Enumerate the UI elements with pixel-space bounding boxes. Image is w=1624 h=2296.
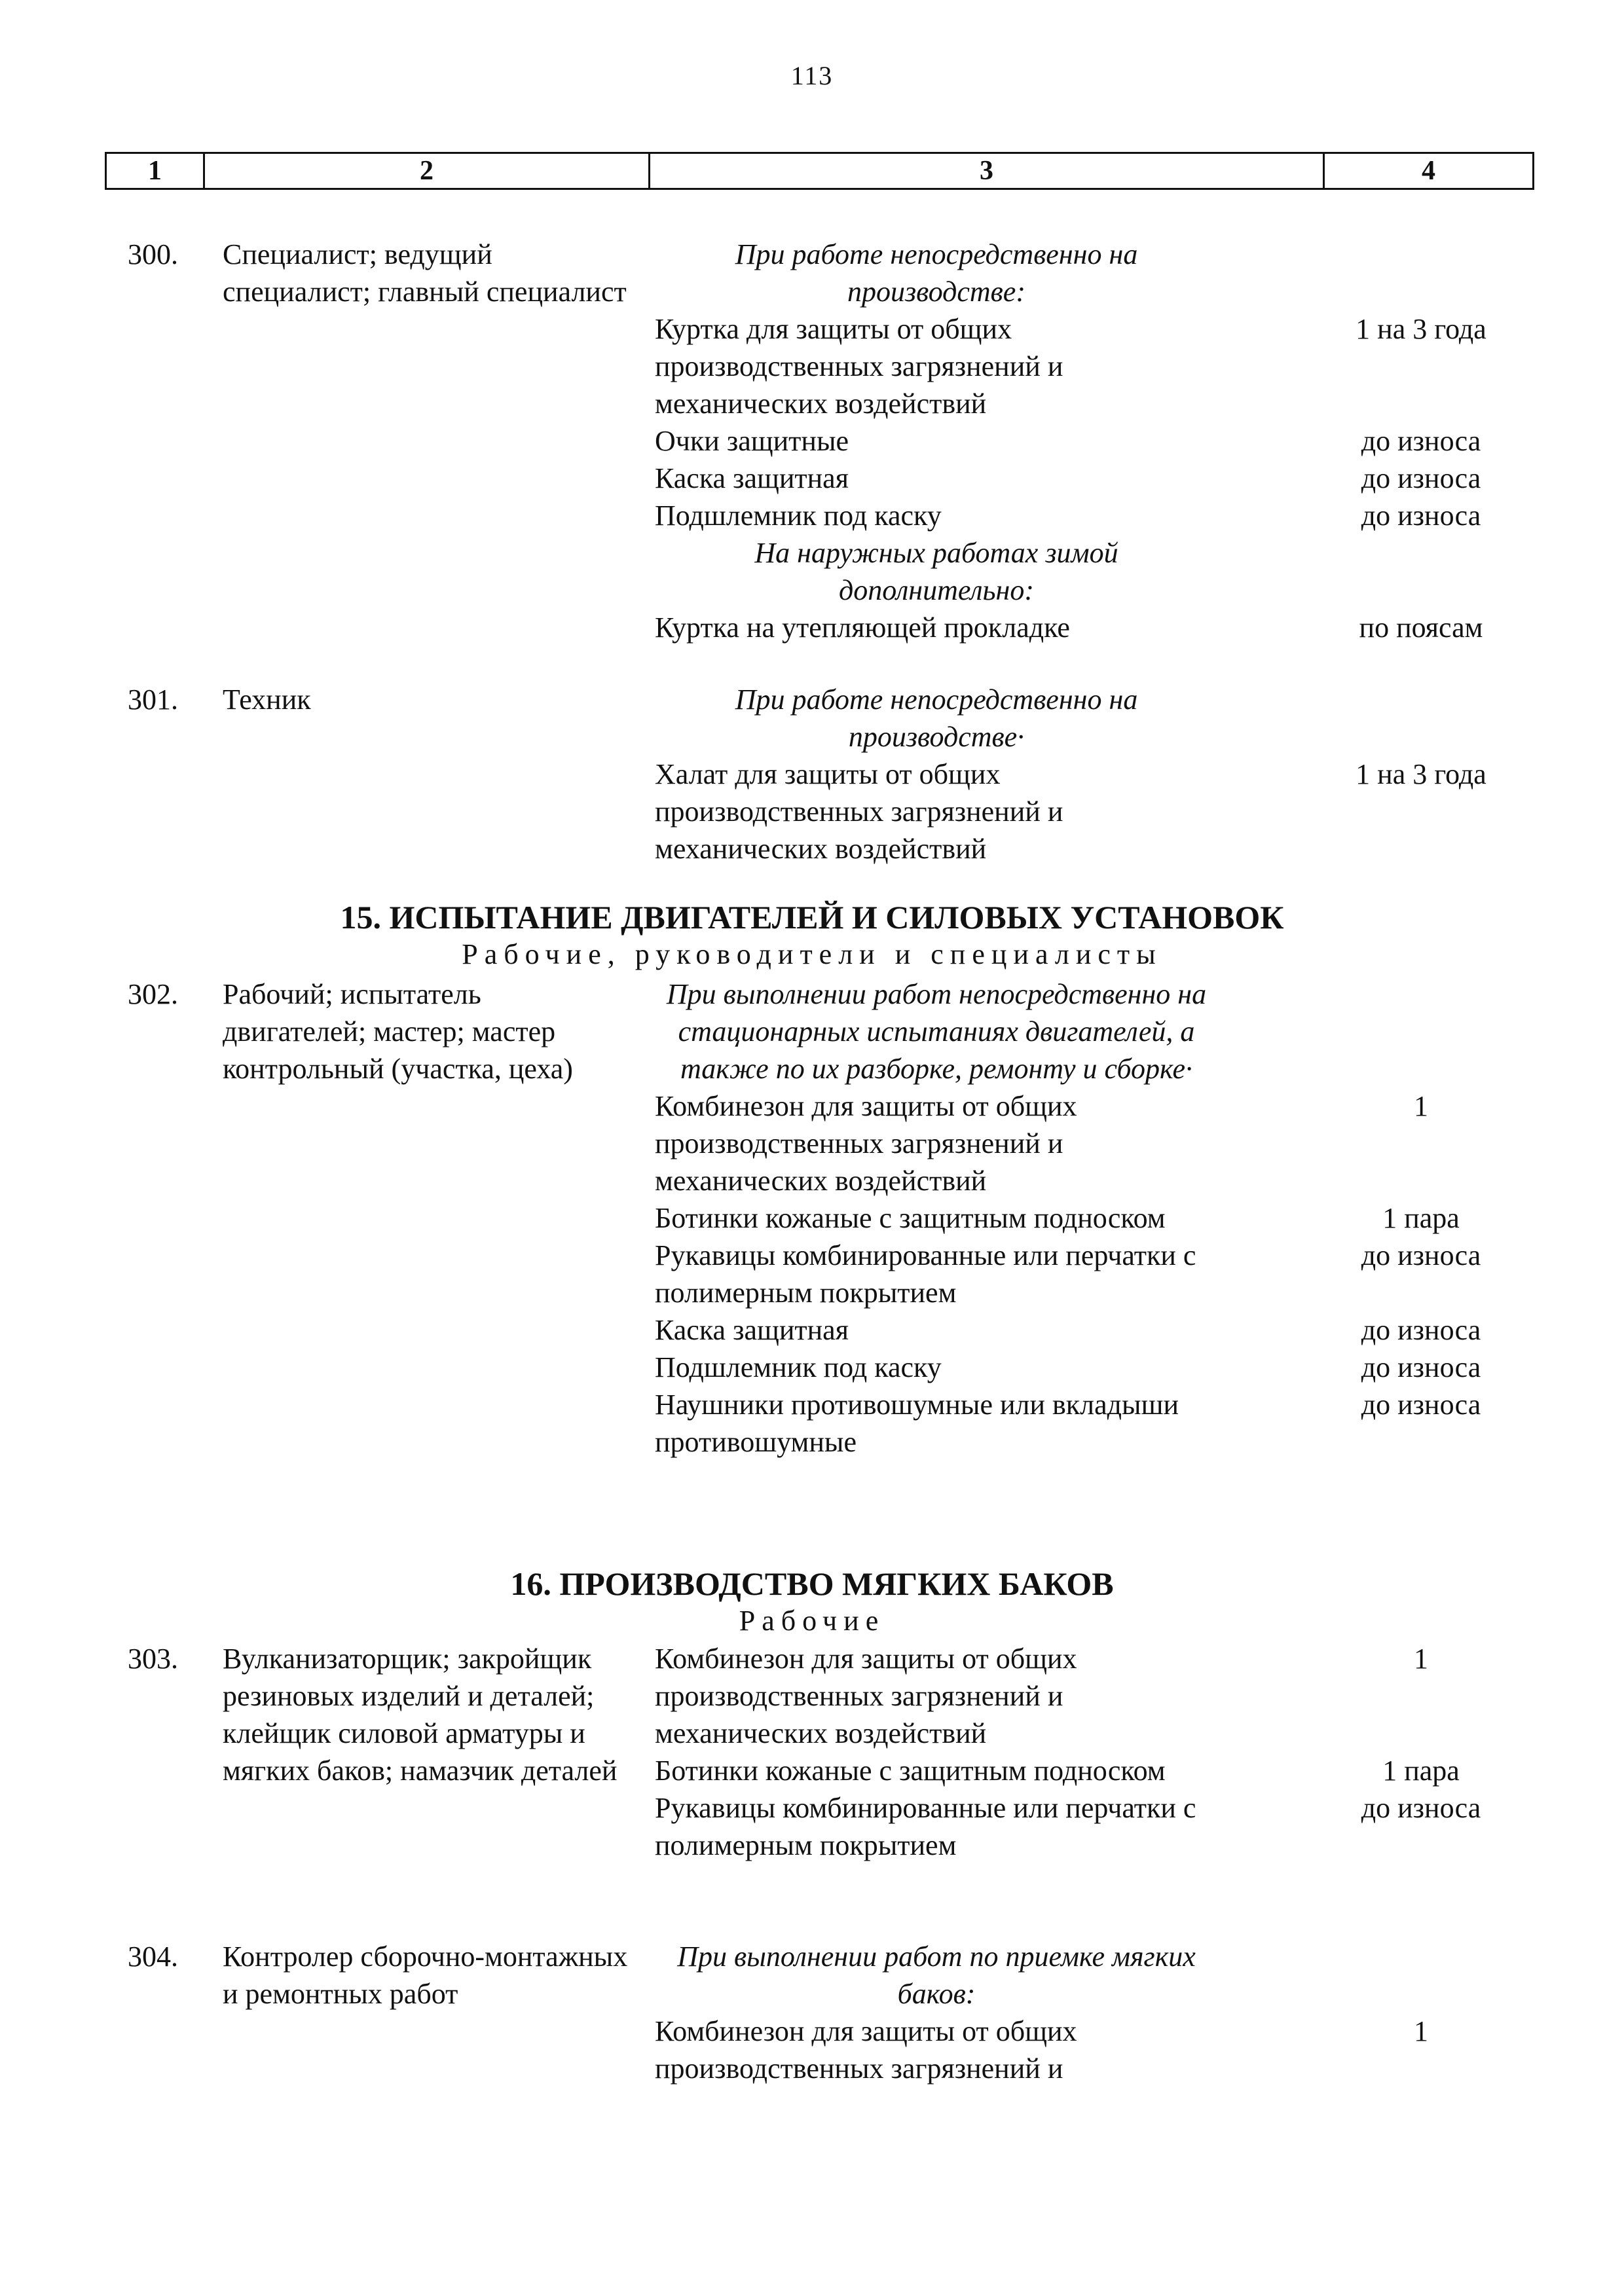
ppe-quantity: 1 <box>1414 2015 1428 2047</box>
ppe-quantity: 1 <box>1414 1090 1428 1122</box>
ppe-name: Каска защитная <box>655 1314 849 1346</box>
table-row <box>655 1752 1532 1789</box>
profession-name: Вулканизаторщик; закройщик резиновых изделий и деталей; клейщик силовой арматуры и мягких баков; намазчик деталей <box>223 1643 618 1787</box>
entry-number: 303. <box>128 1643 178 1675</box>
ppe-quantity: по поясам <box>1359 611 1483 644</box>
ppe-quantity: до износа <box>1361 1792 1481 1824</box>
table-row <box>655 1789 1532 1864</box>
ppe-name: Наушники противошумные или вкладыши противошумные <box>655 1389 1179 1458</box>
profession-name: Специалист; ведущий специалист; главный специалист <box>223 238 627 308</box>
ppe-quantity: 1 пара <box>1382 1755 1460 1787</box>
condition-note: На наружных работах зимой дополнительно: <box>754 537 1118 606</box>
condition-note: При выполнении работ по приемке мягких баков: <box>677 1941 1196 2010</box>
ppe-name: Комбинезон для защиты от общих производственных загрязнений и <box>655 2015 1077 2085</box>
ppe-quantity: 1 пара <box>1382 1202 1460 1234</box>
ppe-quantity: 1 на 3 года <box>1356 313 1486 345</box>
ppe-quantity: до износа <box>1361 1314 1481 1346</box>
ppe-name: Комбинезон для защиты от общих производственных загрязнений и механических воздействий <box>655 1090 1077 1197</box>
column-header-1: 1 <box>106 153 204 189</box>
table-row <box>655 1237 1532 1311</box>
ppe-name: Рукавицы комбинированные или перчатки с полимерным покрытием <box>655 1239 1196 1309</box>
ppe-name: Подшлемник под каску <box>655 1351 942 1383</box>
table-row <box>655 497 1532 534</box>
table-row <box>655 1640 1532 1752</box>
ppe-items <box>655 1938 1532 2087</box>
section-15-title: 15. ИСПЫТАНИЕ ДВИГАТЕЛЕЙ И СИЛОВЫХ УСТАНОВОК <box>340 899 1284 936</box>
ppe-quantity: до износа <box>1361 1351 1481 1383</box>
table-row <box>655 310 1532 422</box>
table-row <box>655 1087 1532 1199</box>
ppe-quantity: до износа <box>1361 462 1481 494</box>
ppe-name: Каска защитная <box>655 462 849 494</box>
column-header-4: 4 <box>1324 153 1534 189</box>
ppe-quantity: 1 на 3 года <box>1356 758 1486 790</box>
ppe-items <box>655 1640 1532 1864</box>
entry-number: 300. <box>128 238 178 270</box>
entry-number: 301. <box>128 683 178 716</box>
ppe-name: Куртка для защиты от общих производственных загрязнений и механических воздействий <box>655 313 1063 420</box>
ppe-name: Ботинки кожаные с защитным подноском <box>655 1755 1166 1787</box>
section-16-subtitle: Рабочие <box>739 1605 885 1637</box>
ppe-items <box>655 236 1532 646</box>
table-row <box>655 1349 1532 1386</box>
ppe-quantity: до износа <box>1361 500 1481 532</box>
ppe-quantity: до износа <box>1361 425 1481 457</box>
section-16-title: 16. ПРОИЗВОДСТВО МЯГКИХ БАКОВ <box>510 1565 1114 1602</box>
ppe-quantity: до износа <box>1361 1389 1481 1421</box>
ppe-name: Комбинезон для защиты от общих производственных загрязнений и механических воздействий <box>655 1643 1077 1749</box>
column-header-2: 2 <box>204 153 650 189</box>
column-header-table <box>105 152 1534 190</box>
ppe-items <box>655 975 1532 1461</box>
table-row <box>655 1311 1532 1349</box>
entry-number: 304. <box>128 1941 178 1973</box>
profession-name: Техник <box>223 683 311 716</box>
table-row <box>655 1386 1532 1461</box>
ppe-name: Подшлемник под каску <box>655 500 942 532</box>
ppe-items <box>655 681 1532 867</box>
ppe-name: Ботинки кожаные с защитным подноском <box>655 1202 1166 1234</box>
entry-number: 302. <box>128 978 178 1010</box>
page-number: 113 <box>790 61 834 90</box>
ppe-name: Куртка на утепляющей прокладке <box>655 611 1070 644</box>
ppe-name: Халат для защиты от общих производственных загрязнений и механических воздействий <box>655 758 1063 865</box>
section-15-subtitle: Рабочие, руководители и специалисты <box>462 938 1162 970</box>
ppe-quantity: 1 <box>1414 1643 1428 1675</box>
condition-note: При работе непосредственно на производстве· <box>735 683 1138 753</box>
condition-note: При выполнении работ непосредственно на стационарных испытаниях двигателей, а также по их разборке, ремонту и сборке· <box>666 978 1207 1085</box>
table-row <box>655 422 1532 460</box>
table-row <box>655 460 1532 497</box>
table-row <box>655 1199 1532 1237</box>
ppe-name: Рукавицы комбинированные или перчатки с полимерным покрытием <box>655 1792 1196 1861</box>
table-row <box>655 2013 1532 2087</box>
ppe-name: Очки защитные <box>655 425 849 457</box>
profession-name: Контролер сборочно-монтажных и ремонтных работ <box>223 1941 628 2010</box>
table-row <box>655 756 1532 867</box>
ppe-quantity: до износа <box>1361 1239 1481 1271</box>
column-header-3: 3 <box>650 153 1324 189</box>
table-row <box>655 609 1532 646</box>
condition-note: При работе непосредственно на производстве: <box>735 238 1138 308</box>
profession-name: Рабочий; испытатель двигателей; мастер; мастер контрольный (участка, цеха) <box>223 978 573 1085</box>
